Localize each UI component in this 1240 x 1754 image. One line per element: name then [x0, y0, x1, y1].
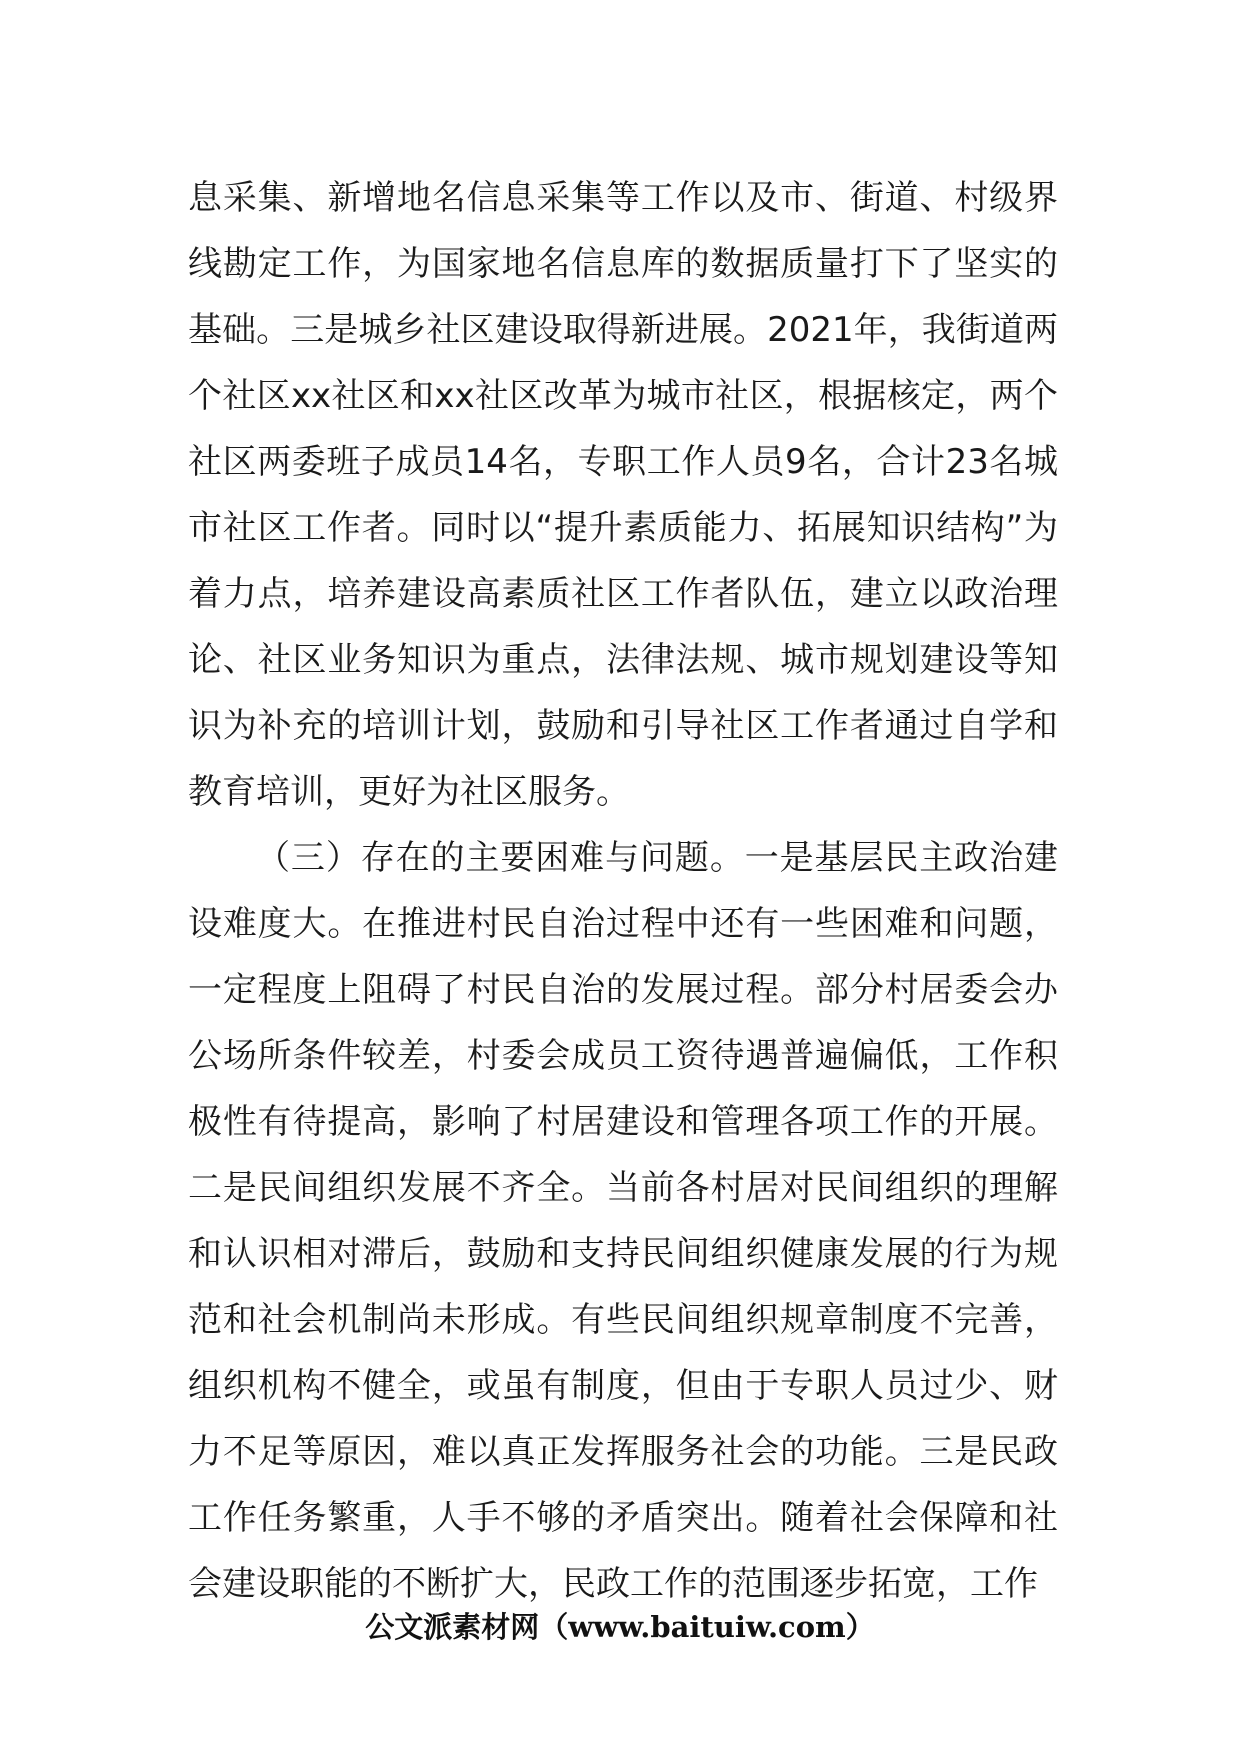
footer-watermark-text: 公文派素材网（www.baituiw.com）	[365, 1610, 875, 1644]
paragraph-continuation: 息采集、新增地名信息采集等工作以及市、街道、村级界线勘定工作，为国家地名信息库的数据质量打下了坚实的基础。三是城乡社区建设取得新进展。2021年，我街道两个社区xx社区和xx社区改革为城市社区，根据核定，两个社区两委班子成员14名，专职工作人员9名，合计23名城市社区工作者。同时以“提升素质能力、拓展知识结构”为着力点，培养建设高素质社区工作者队伍，建立以政治理论、社区业务知识为重点，法律法规、城市规划建设等知识为补充的培训计划，鼓励和引导社区工作者通过自学和教育培训，更好为社区服务。	[188, 178, 1058, 812]
document-body	[188, 165, 1058, 1617]
paragraph-difficulties: （三）存在的主要困难与问题。一是基层民主政治建设难度大。在推进村民自治过程中还有一些困难和问题，一定程度上阻碍了村民自治的发展过程。部分村居委会办公场所条件较差，村委会成员工资待遇普遍偏低，工作积极性有待提高，影响了村居建设和管理各项工作的开展。二是民间组织发展不齐全。当前各村居对民间组织的理解和认识相对滞后，鼓励和支持民间组织健康发展的行为规范和社会机制尚未形成。有些民间组织规章制度不完善，组织机构不健全，或虽有制度，但由于专职人员过少、财力不足等原因，难以真正发挥服务社会的功能。三是民政工作任务繁重，人手不够的矛盾突出。随着社会保障和社会建设职能的不断扩大，民政工作的范围逐步拓宽，工作	[188, 838, 1058, 1604]
